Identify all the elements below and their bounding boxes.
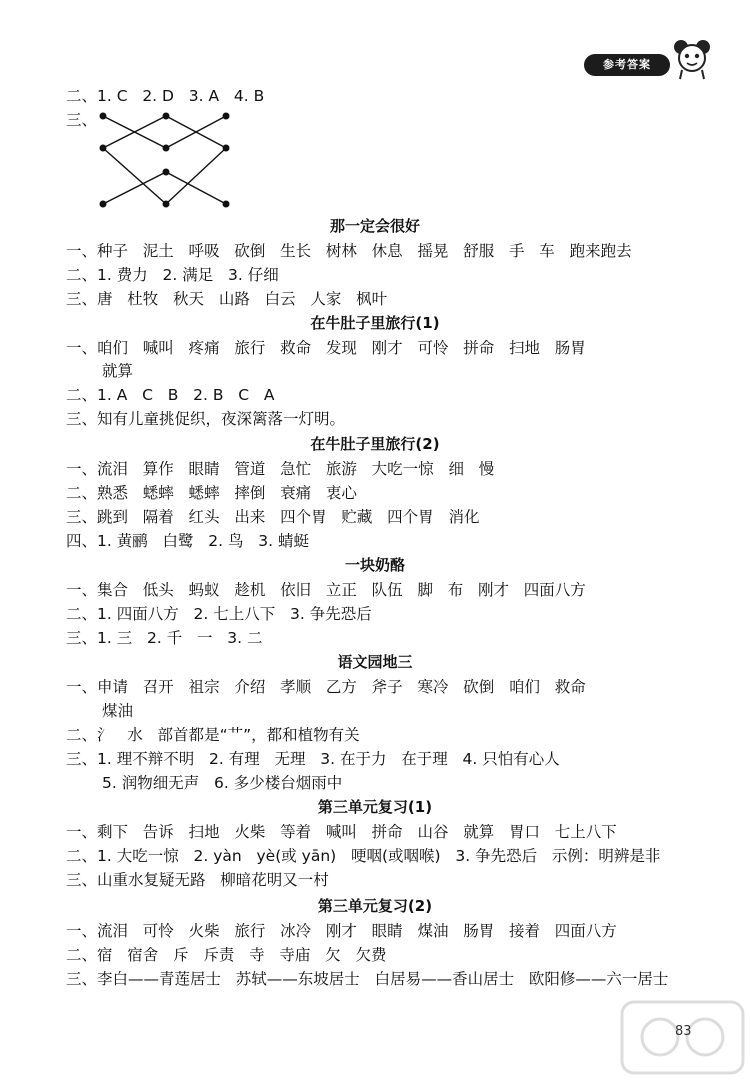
answer-line: 一、集合 低头 蚂蚁 趁机 依旧 立正 队伍 脚 布 刚才 四面八方 bbox=[66, 581, 586, 599]
section-title: 一块奶酪 bbox=[344, 556, 405, 574]
answer-line: 一、种子 泥土 呼吸 砍倒 生长 树林 休息 摇晃 舒服 手 车 跑来跑去 bbox=[66, 242, 632, 260]
match-dot bbox=[223, 201, 230, 208]
answer-line: 就算 bbox=[102, 362, 134, 380]
match-line bbox=[103, 148, 166, 204]
section-title: 在牛肚子里旅行(2) bbox=[310, 435, 440, 453]
match-dot bbox=[163, 145, 170, 152]
match-dot bbox=[100, 145, 107, 152]
answer-line: 二、1. C 2. D 3. A 4. B bbox=[66, 87, 265, 105]
answer-line: 三、山重水复疑无路 柳暗花明又一村 bbox=[66, 871, 329, 889]
match-dot bbox=[100, 201, 107, 208]
section-title: 在牛肚子里旅行(1) bbox=[310, 314, 440, 332]
answer-line: 二、熟悉 蟋蟀 蟋蟀 摔倒 衰痛 衷心 bbox=[66, 484, 357, 502]
section-title: 语文园地三 bbox=[337, 653, 413, 671]
answer-line: 一、流泪 算作 眼睛 管道 急忙 旅游 大吃一惊 细 慢 bbox=[66, 460, 495, 478]
answer-line: 二、1. 大吃一惊 2. yàn yè(或 yān) 哽咽(或咽喉) 3. 争先恐后 示例：明辨是非 bbox=[66, 847, 661, 865]
matching-diagram bbox=[96, 110, 236, 210]
answer-line: 一、咱们 喊叫 疼痛 旅行 救命 发现 刚才 可怜 拼命 扫地 肠胃 bbox=[66, 339, 586, 357]
answer-line: 一、流泪 可怜 火柴 旅行 冰冷 刚才 眼睛 煤油 肠胃 接着 四面八方 bbox=[66, 922, 617, 940]
answer-line: 三、1. 三 2. 千 一 3. 二 bbox=[66, 629, 263, 647]
match-dot bbox=[223, 145, 230, 152]
watermark-logo bbox=[620, 1000, 745, 1079]
page-number: 83 bbox=[675, 1024, 692, 1039]
answer-line: 5. 润物细无声 6. 多少楼台烟雨中 bbox=[102, 774, 343, 792]
answer-line: 三、李白——青莲居士 苏轼——东坡居士 白居易——香山居士 欧阳修——六一居士 bbox=[66, 970, 669, 988]
mascot-icon bbox=[672, 38, 712, 84]
section-title: 第三单元复习(2) bbox=[317, 897, 433, 915]
answer-line: 三、1. 理不辩不明 2. 有理 无理 3. 在于力 在于理 4. 只怕有心人 bbox=[66, 750, 560, 768]
answer-line: 一、申请 召开 祖宗 介绍 孝顺 乙方 斧子 寒冷 砍倒 咱们 救命 bbox=[66, 678, 586, 696]
answer-line: 三、唐 杜牧 秋天 山路 白云 人家 枫叶 bbox=[66, 290, 388, 308]
match-dot bbox=[100, 113, 107, 120]
match-dot bbox=[223, 113, 230, 120]
answer-line: 三、跳到 隔着 红头 出来 四个胃 贮藏 四个胃 消化 bbox=[66, 508, 480, 526]
answer-line: 一、剩下 告诉 扫地 火柴 等着 喊叫 拼命 山谷 就算 胃口 七上八下 bbox=[66, 823, 617, 841]
answer-key-badge: 参考答案 bbox=[584, 54, 670, 76]
match-dot bbox=[163, 201, 170, 208]
answer-line: 煤油 bbox=[102, 702, 134, 720]
answer-line: 二、1. A C B 2. B C A bbox=[66, 386, 275, 404]
answer-line: 四、1. 黄鹂 白鹭 2. 鸟 3. 蜻蜓 bbox=[66, 532, 309, 550]
section-title: 第三单元复习(1) bbox=[317, 798, 433, 816]
answer-line: 三、 bbox=[66, 111, 98, 129]
answer-line: 二、1. 四面八方 2. 七上八下 3. 争先恐后 bbox=[66, 605, 372, 623]
answer-line: 二、宿 宿舍 斥 斥责 寺 寺庙 欠 欠费 bbox=[66, 946, 387, 964]
answer-line: 二、1. 费力 2. 满足 3. 仔细 bbox=[66, 266, 279, 284]
match-dot bbox=[163, 169, 170, 176]
answer-line: 二、氵 水 部首都是“艹”，都和植物有关 bbox=[66, 726, 360, 744]
match-line bbox=[166, 148, 226, 204]
match-dot bbox=[163, 113, 170, 120]
section-title: 那一定会很好 bbox=[329, 217, 420, 235]
answer-line: 三、知有儿童挑促织，夜深篱落一灯明。 bbox=[66, 410, 346, 428]
